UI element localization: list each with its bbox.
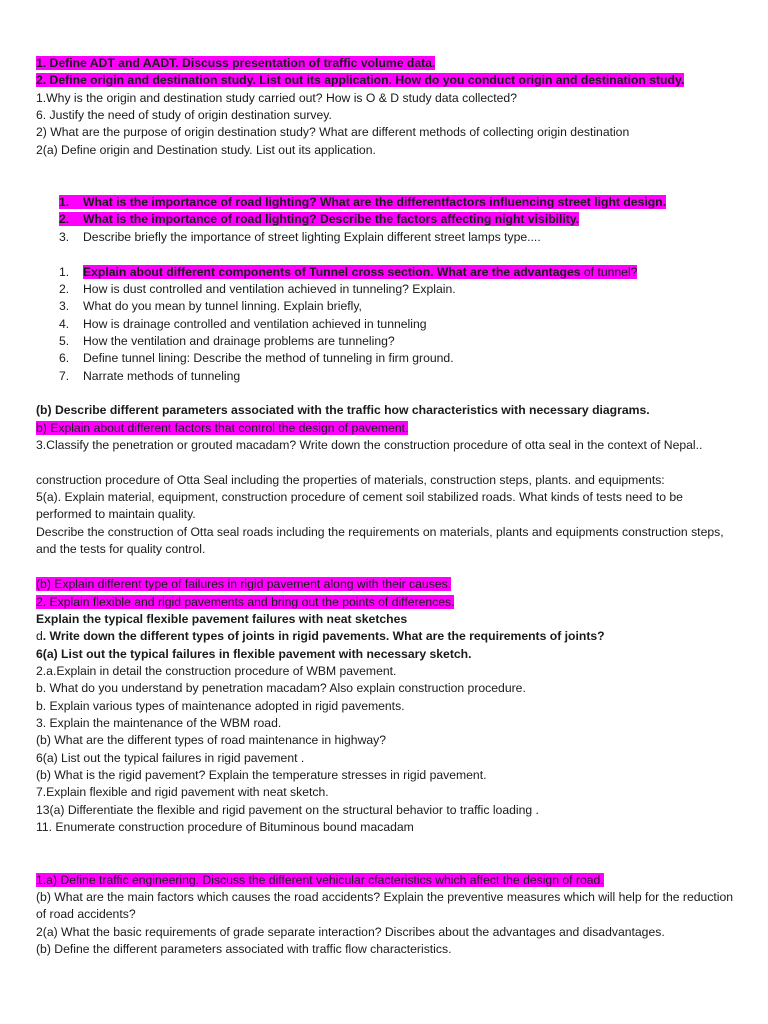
- question-line: [36, 872, 736, 889]
- list-number: 7.: [59, 369, 70, 383]
- list-item: [59, 194, 759, 211]
- question-line: b. What do you understand by penetration macadam? Also explain construction procedure.: [36, 681, 526, 695]
- question-line: [36, 576, 736, 593]
- list-item: [59, 229, 759, 246]
- list-item: [59, 264, 759, 281]
- highlighted-question: 1. Define ADT and AADT. Discuss presentation of traffic volume data.: [36, 56, 436, 70]
- question-line: 1.Why is the origin and destination study carried out? How is O & D study data collected?: [36, 91, 517, 105]
- question-line: [36, 72, 736, 89]
- list-item: [59, 316, 759, 333]
- highlighted-question: b) Explain about different factors that control the design of pavement.: [36, 421, 409, 435]
- question-line: [36, 628, 736, 645]
- question-line: (b) What are the different types of road maintenance in highway?: [36, 733, 387, 747]
- highlighted-question: (b) Explain different type of failures in rigid pavement along with their causes.: [36, 577, 452, 591]
- question-line: [36, 594, 736, 611]
- question-line: 6(a) List out the typical failures in flexible pavement with necessary sketch.: [36, 647, 472, 661]
- list-number: 1.: [59, 195, 70, 209]
- question-line: 2.a.Explain in detail the construction procedure of WBM pavement.: [36, 664, 397, 678]
- question-line: [36, 420, 736, 437]
- question-line: 7.Explain flexible and rigid pavement with neat sketch.: [36, 785, 329, 799]
- list-item: [59, 298, 759, 315]
- list-item-text: How is drainage controlled and ventilation achieved in tunneling: [83, 317, 427, 331]
- question-line: b. Explain various types of maintenance adopted in rigid pavements.: [36, 699, 405, 713]
- list-item: [59, 211, 759, 228]
- list-item-text: How the ventilation and drainage problems are tunneling?: [83, 334, 395, 348]
- highlighted-question: [59, 195, 666, 209]
- question-line: Explain the typical flexible pavement failures with neat sketches: [36, 612, 408, 626]
- list-item-text: What is the importance of road lighting? What are the differentfactors influencing street light design.: [83, 195, 667, 209]
- question-line: 6. Justify the need of study of origin destination survey.: [36, 108, 332, 122]
- question-line: (b) What are the main factors which causes the road accidents? Explain the preventive measures which will help for the reduction of road accidents?: [36, 890, 734, 922]
- list-number: 6.: [59, 351, 70, 365]
- list-item-text: What is the importance of road lighting? Describe the factors affecting night visibility.: [83, 212, 580, 226]
- list-item: [59, 350, 759, 367]
- list-item-text: How is dust controlled and ventilation achieved in tunneling? Explain.: [83, 282, 456, 296]
- question-line: (b) What is the rigid pavement? Explain the temperature stresses in rigid pavement.: [36, 768, 487, 782]
- list-item: [59, 368, 759, 385]
- question-line: 11. Enumerate construction procedure of Bituminous bound macadam: [36, 820, 414, 834]
- question-line: 2) What are the purpose of origin destination study? What are different methods of collecting origin destination: [36, 125, 630, 139]
- question-line: 3.Classify the penetration or grouted macadam? Write down the construction procedure of otta seal in the context of Nepal..: [36, 438, 703, 452]
- highlighted-question: [83, 265, 637, 279]
- question-line: Describe the construction of Otta seal roads including the requirements on materials, plants and equipments construction steps, and the tests for quality control.: [36, 525, 724, 557]
- question-line: 6(a) List out the typical failures in rigid pavement .: [36, 751, 305, 765]
- question-line: 3. Explain the maintenance of the WBM road.: [36, 716, 282, 730]
- question-prefix: d: [36, 629, 43, 643]
- question-text: . Write down the different types of joints in rigid pavements. What are the requirements of joints?: [42, 629, 605, 643]
- question-line: (b) Describe different parameters associated with the traffic how characteristics with necessary diagrams.: [36, 403, 650, 417]
- list-item-text: What do you mean by tunnel linning. Explain briefly,: [83, 299, 362, 313]
- list-number: 3.: [59, 230, 70, 244]
- list-number: 1.: [59, 265, 70, 279]
- highlighted-question: [59, 212, 579, 226]
- list-item-text: Explain about different components of Tunnel cross section. What are the advantages: [83, 265, 581, 279]
- highlighted-question: 2. Explain flexible and rigid pavements and bring out the points of differences.: [36, 595, 455, 609]
- list-item: [59, 281, 759, 298]
- question-line: construction procedure of Otta Seal including the properties of materials, construction steps, plants. and equipments:: [36, 473, 665, 487]
- list-number: 3.: [59, 299, 70, 313]
- highlighted-question: 2. Define origin and destination study. List out its application. How do you conduct origin and destination study.: [36, 73, 685, 87]
- list-item: [59, 333, 759, 350]
- question-line: 5(a). Explain material, equipment, construction procedure of cement soil stabilized roads. What kinds of tests need to be performed to maintain quality.: [36, 490, 683, 522]
- question-line: [36, 55, 736, 72]
- list-number: 2.: [59, 282, 70, 296]
- list-number: 2.: [59, 212, 70, 226]
- question-line: 2(a) What the basic requirements of grade separate interaction? Discribes about the advantages and disadvantages.: [36, 925, 665, 939]
- highlighted-question: 1.a) Define traffic engineering. Discuss the different vehicular cfacteristics which affect the design of road.: [36, 873, 604, 887]
- list-item-text: Narrate methods of tunneling: [83, 369, 241, 383]
- question-line: 13(a) Differentiate the flexible and rigid pavement on the structural behavior to traffic loading .: [36, 803, 539, 817]
- list-item-tail: of tunnel?: [580, 265, 638, 279]
- list-item-text: Define tunnel lining: Describe the method of tunneling in firm ground.: [83, 351, 454, 365]
- list-number: 5.: [59, 334, 70, 348]
- list-number: 4.: [59, 317, 70, 331]
- list-item-text: Describe briefly the importance of street lighting Explain different street lamps type....: [83, 230, 541, 244]
- question-line: 2(a) Define origin and Destination study. List out its application.: [36, 143, 376, 157]
- question-line: (b) Define the different parameters associated with traffic flow characteristics.: [36, 942, 452, 956]
